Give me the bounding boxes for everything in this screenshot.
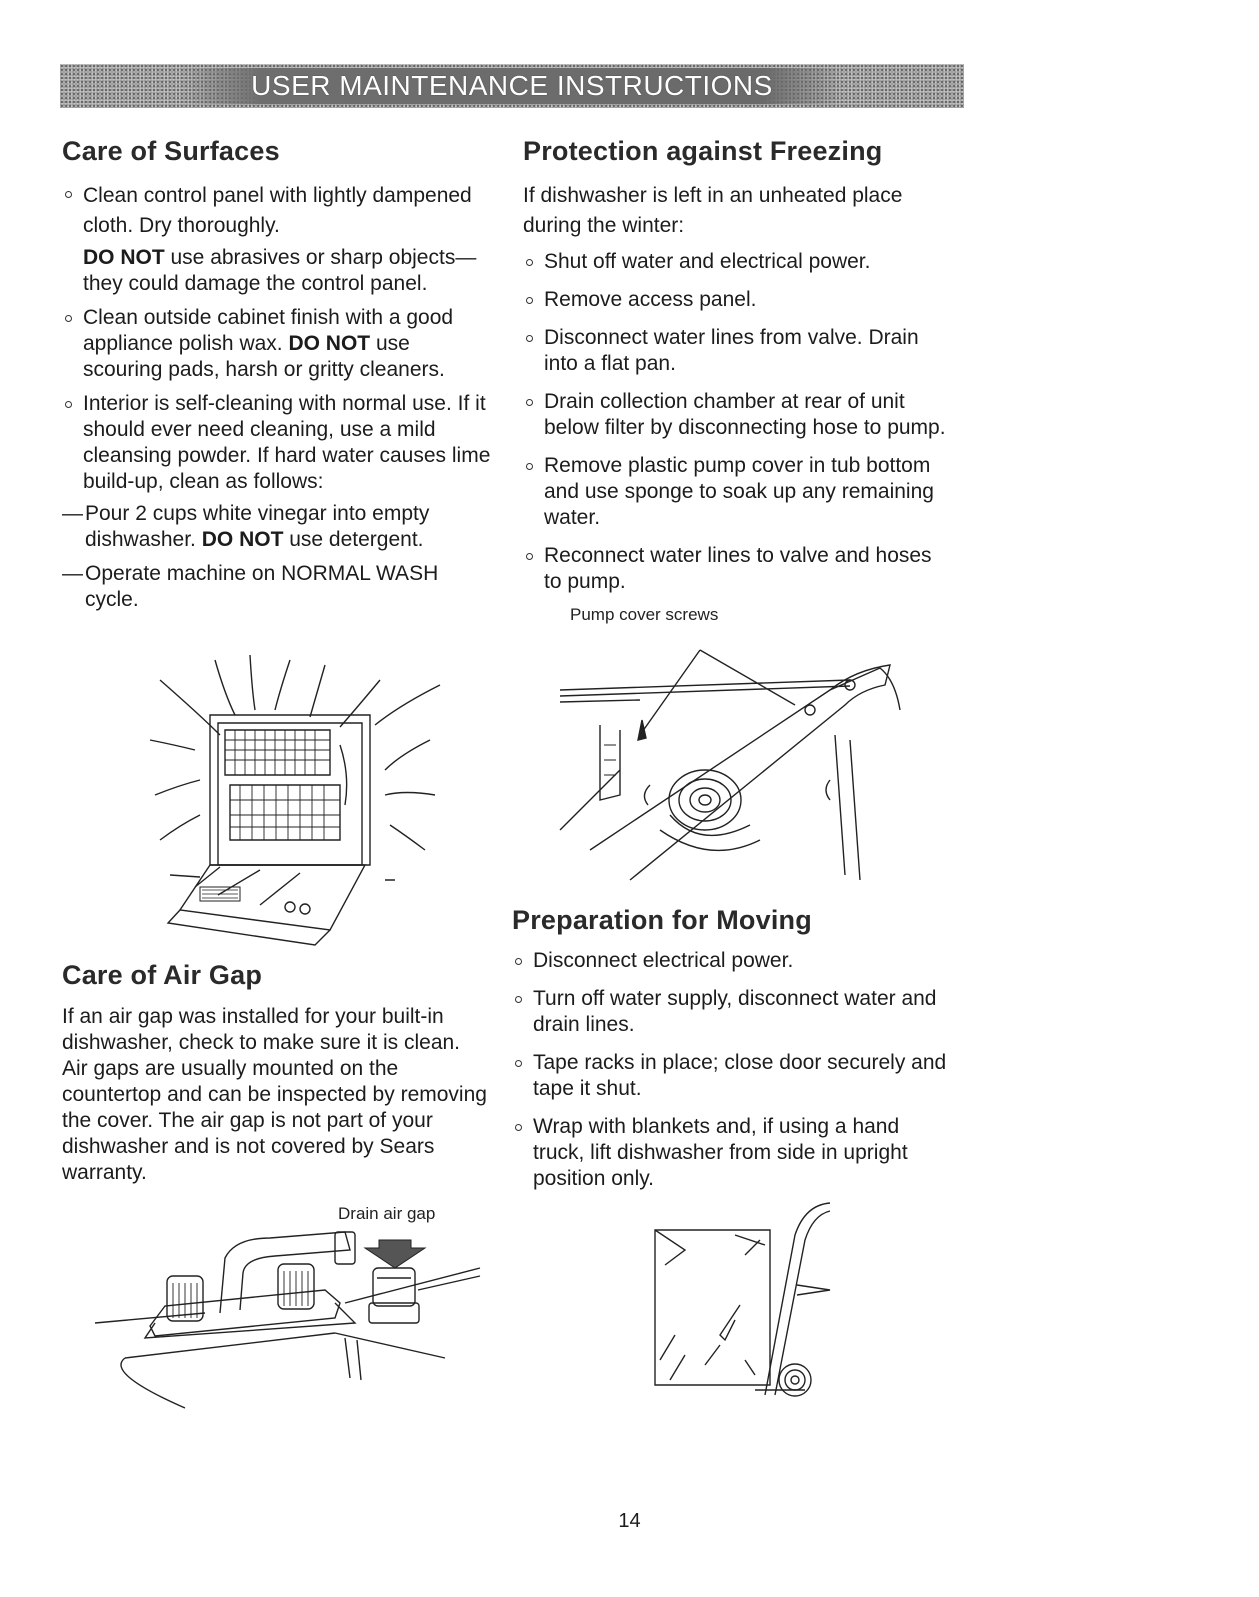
dishwasher-illustration bbox=[140, 655, 460, 950]
list-item: Wrap with blankets and, if using a hand truck, lift dishwasher from side in upright position only. bbox=[512, 1114, 952, 1192]
hand-truck-illustration bbox=[645, 1195, 850, 1400]
list-item: Disconnect water lines from valve. Drain into a flat pan. bbox=[523, 325, 953, 377]
header-title-strip bbox=[181, 68, 843, 104]
pump-cover-illustration bbox=[560, 650, 910, 885]
list-item: Reconnect water lines to valve and hoses to pump. bbox=[523, 543, 953, 595]
freezing-steps bbox=[523, 249, 953, 595]
page-title: USER MAINTENANCE INSTRUCTIONS bbox=[251, 70, 773, 101]
list-item: Clean outside cabinet finish with a good appliance polish wax. DO NOT use scouring pads, harsh or gritty cleaners. bbox=[62, 305, 492, 383]
preparation-moving-heading: Preparation for Moving bbox=[512, 905, 812, 935]
warning-note: DO NOT use abrasives or sharp objects—they could damage the control panel. bbox=[83, 246, 477, 295]
list-item: Remove plastic pump cover in tub bottom and use sponge to soak up any remaining water. bbox=[523, 453, 953, 531]
header-banner bbox=[60, 64, 964, 108]
page-number: 14 bbox=[618, 1510, 641, 1532]
list-item: — Pour 2 cups white vinegar into empty dishwasher. DO NOT use detergent. bbox=[62, 502, 430, 551]
list-item: Interior is self-cleaning with normal use. If it should ever need cleaning, use a mild cleansing powder. If hard water causes lime build-up, clean as follows: bbox=[62, 391, 492, 495]
list-item: Clean control panel with lightly dampened cloth. Dry thoroughly. bbox=[62, 181, 492, 241]
care-of-surfaces-list bbox=[62, 181, 492, 241]
care-of-surfaces-list-2 bbox=[62, 305, 492, 495]
protection-freezing-heading: Protection against Freezing bbox=[523, 136, 883, 166]
list-item: Turn off water supply, disconnect water and drain lines. bbox=[512, 986, 952, 1038]
left-column bbox=[62, 136, 502, 613]
right-column bbox=[523, 136, 963, 625]
list-item: — Operate machine on NORMAL WASH cycle. bbox=[62, 562, 439, 611]
air-gap-body: If an air gap was installed for your built-in dishwasher, check to make sure it is clean. Air gaps are usually mounted on the countertop and can be inspected by removing the cover. The air gap is not part of your dishwasher and is not covered by Sears warranty. bbox=[62, 1005, 487, 1184]
care-of-air-gap-heading: Care of Air Gap bbox=[62, 960, 263, 990]
list-item: Disconnect electrical power. bbox=[512, 948, 952, 974]
list-item: Shut off water and electrical power. bbox=[523, 249, 953, 275]
drain-air-gap-caption: Drain air gap bbox=[338, 1204, 436, 1223]
air-gap-section bbox=[62, 960, 502, 1224]
list-item: Tape racks in place; close door securely and tape it shut. bbox=[512, 1050, 952, 1102]
freezing-intro: If dishwasher is left in an unheated place during the winter: bbox=[523, 184, 903, 237]
moving-steps bbox=[512, 948, 952, 1192]
moving-section bbox=[512, 905, 962, 1192]
list-item: Drain collection chamber at rear of unit below filter by disconnecting hose to pump. bbox=[523, 389, 953, 441]
list-item: Remove access panel. bbox=[523, 287, 953, 313]
care-of-surfaces-heading: Care of Surfaces bbox=[62, 136, 280, 166]
cleaning-steps bbox=[62, 501, 492, 613]
pump-cover-screws-caption: Pump cover screws bbox=[570, 605, 719, 624]
faucet-air-gap-illustration bbox=[95, 1228, 485, 1418]
